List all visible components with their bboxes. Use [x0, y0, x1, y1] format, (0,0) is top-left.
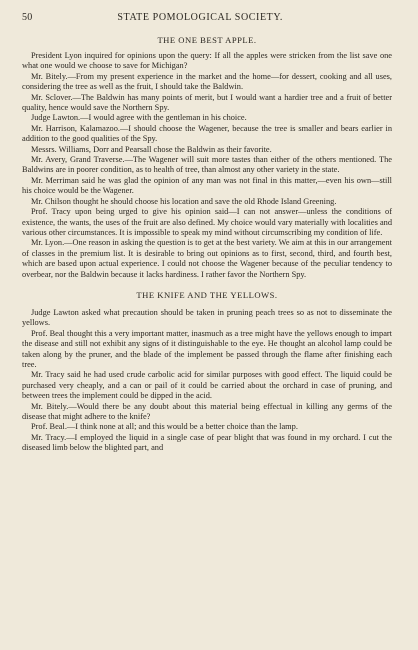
paragraph: Mr. Avery, Grand Traverse.—The Wagener will suit more tastes than either of the others mentioned. The Baldwins are in poorer condition, as to health of tree, than almost any other variety in the state. — [22, 155, 392, 175]
section-body-knife-and-yellows — [22, 308, 392, 454]
paragraph: Mr. Tracy.—I employed the liquid in a single case of pear blight that was found in my orchard. I cut the diseased limb below the blighted part, and — [22, 432, 392, 453]
page-number: 50 — [22, 12, 33, 23]
paragraph: Mr. Tracy said he had used crude carbolic acid for similar purposes with good effect. The liquid could be purchased very cheaply, and a can or pail of it could be carried about the orchard in case of pruning, and between trees the implement could be dipped in the acid. — [22, 370, 392, 401]
page-header — [22, 12, 392, 23]
paragraph: Messrs. Williams, Dorr and Pearsall chose the Baldwin as their favorite. — [31, 144, 272, 154]
section-title-knife-and-yellows: THE KNIFE AND THE YELLOWS. — [136, 289, 278, 300]
section-body-one-best-apple — [22, 51, 392, 280]
paragraph: Mr. Harrison, Kalamazoo.—I should choose the Wagener, because the tree is smaller and bears earlier in addition to the good qualities of the Spy. — [22, 123, 392, 144]
paragraph: Prof. Beal.—I think none at all; and this would be a better choice than the lamp. — [31, 422, 298, 432]
paragraph: Mr. Chilson thought he should choose his location and save the old Rhode Island Greening. — [31, 196, 337, 206]
paragraph: President Lyon inquired for opinions upon the query: If all the apples were stricken from the list save one what one would we choose to save for Michigan? — [22, 51, 392, 71]
paragraph: Mr. Bitely.—Would there be any doubt about this material being effectual in killing any germs of the disease that might adhere to the knife? — [22, 401, 392, 421]
section-title-one-best-apple: THE ONE BEST APPLE. — [157, 35, 257, 45]
paragraph: Prof. Beal thought this a very important matter, inasmuch as a tree might have the yellows enough to impart the disease and still not exhibit any signs of it distinguishable to the eye. He thought an alcohol lamp could be taken along by the pruner, and the blade of the implement be passed through the flame after finishing each tree. — [22, 328, 392, 369]
paragraph: Judge Lawton.—I would agree with the gentleman in his choice. — [31, 113, 247, 123]
paragraph: Mr. Merriman said he was glad the opinion of any man was not final in this matter,—even his own—still his choice would be the Wagener. — [22, 175, 392, 196]
paragraph: Mr. Sclover.—The Baldwin has many points of merit, but I would want a hardier tree and a fruit of better quality, hence would save the Northern Spy. — [22, 92, 392, 113]
paragraph: Prof. Tracy upon being urged to give his opinion said—I can not answer—unless the conditions of existence, the wants, the uses of the fruit are also defined. My choice would vary materially with localities and various other circumstances. It is impossible to speak my mind without circumscribing my condition of life. — [22, 207, 392, 237]
paragraph: Mr. Lyon.—One reason in asking the question is to get at the best variety. We aim at this in our arrangement of classes in the premium list. It is desirable to bring out opinions as to first, second, third, and fourth best, which are based upon actual experience. I could not choose the Wagener because of the peculiar tendency to overbear, nor the Baldwin because it lacks hardiness. I rather favor the Northern Spy. — [22, 238, 392, 279]
paragraph: Mr. Bitely.—From my present experience in the market and the home—for dessert, cooking and all uses, considering the tree as well as the fruit, I should take the Baldwin. — [22, 71, 392, 92]
paragraph: Judge Lawton asked what precaution should be taken in pruning peach trees so as not to disseminate the yellows. — [22, 307, 392, 328]
running-title: STATE POMOLOGICAL SOCIETY. — [117, 12, 284, 23]
